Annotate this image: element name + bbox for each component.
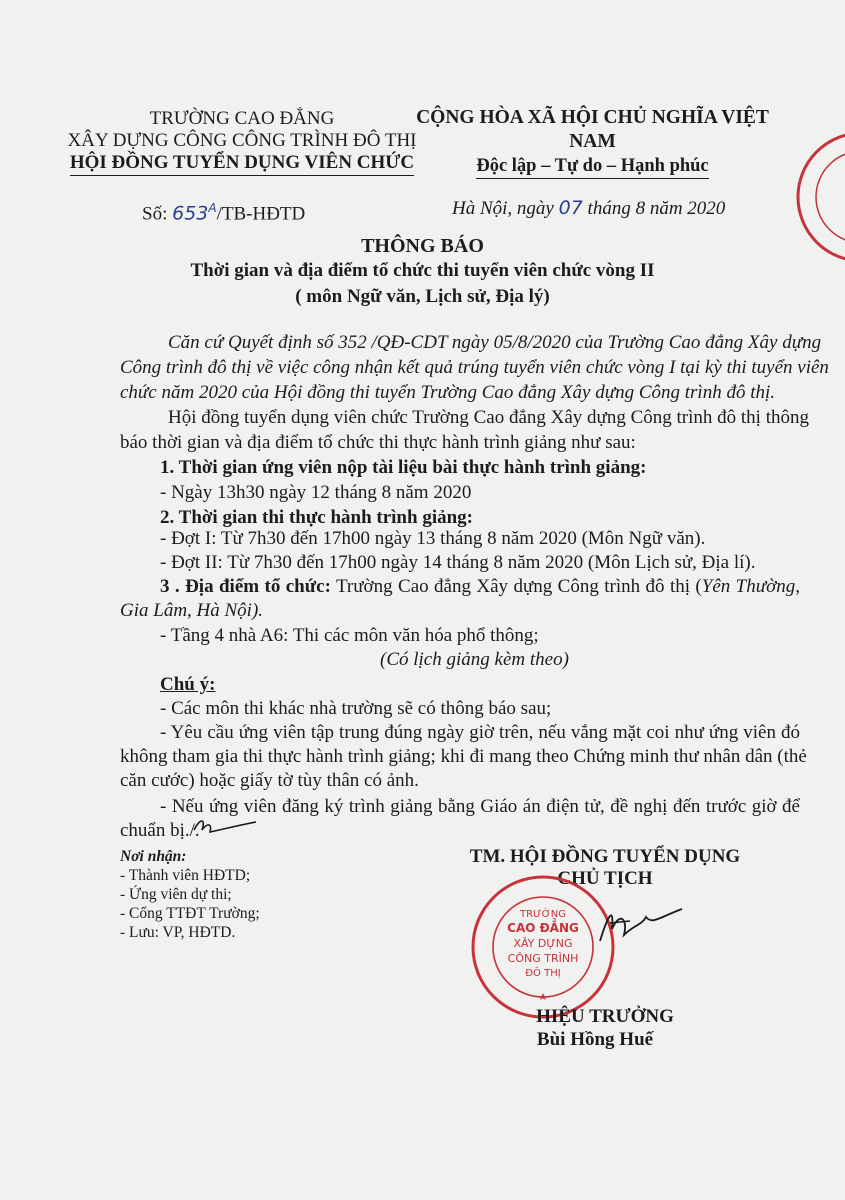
section-3-line-1 [160,575,800,599]
note-3-line-1: - Nếu ứng viên đăng ký trình giảng bằng Giáo án điện tử, đề nghị đến trước giờ để [160,796,800,817]
note-heading: Chú ý: [160,674,216,695]
signer-name: Bùi Hồng Huế [536,1029,654,1050]
basis-line-3: chức năm 2020 của Hội đồng thi tuyển Trường Cao đẳng Xây dựng Công trình đô thị. [120,382,776,403]
org-line1: TRƯỜNG CAO ĐẲNG [149,108,335,129]
doc-number-handwritten-sup: A [208,201,217,215]
seal-text: TRƯỜNG [520,909,566,920]
note-2-line-1: - Yêu cầu ứng viên tập trung đúng ngày giờ trên, nếu vắng mặt coi như ứng viên đó [160,722,800,743]
seal-text: XÂY DỰNG [513,937,573,950]
org-line3: HỘI ĐỒNG TUYỂN DỤNG VIÊN CHỨC [70,152,414,176]
signer-title: HIỆU TRƯỞNG [536,1006,674,1027]
section-1-heading: 1. Thời gian ứng viên nộp tài liệu bài thực hành trình giảng: [160,457,647,478]
section-2-item-1: - Đợt I: Từ 7h30 đến 17h00 ngày 13 tháng 8 năm 2020 (Môn Ngữ văn). [160,528,706,549]
doc-number-prefix: Số: [142,203,168,225]
note-3-line-2: chuẩn bị./. [120,820,200,841]
section-1-item: - Ngày 13h30 ngày 12 tháng 8 năm 2020 [160,482,472,503]
section-2-item-2: - Đợt II: Từ 7h30 đến 17h00 ngày 14 tháng 8 năm 2020 (Môn Lịch sử, Địa lí). [160,552,756,573]
intro-line-1: Hội đồng tuyển dụng viên chức Trường Cao đẳng Xây dựng Công trình đô thị thông [168,407,809,428]
doc-number-suffix: /TB-HĐTD [216,203,306,225]
note-2-line-2: không tham gia thi thực hành trình giảng; khi đi mang theo Chứng minh thư nhân dân (thẻ [120,746,807,767]
partial-seal-edge [790,125,845,275]
section-2-heading: 2. Thời gian thi thực hành trình giảng: [160,507,473,528]
recipients-heading: Nơi nhận: [120,848,187,865]
recipient-item: - Ứng viên dự thi; [120,886,232,903]
recipient-item: - Thành viên HĐTD; [120,867,251,884]
recipient-item: - Lưu: VP, HĐTD. [120,924,236,941]
basis-line-2: Công trình đô thị về việc công nhận kết quả trúng tuyển viên chức vòng I tại kỳ thi tuyển viên [120,357,829,378]
date-line [452,196,725,221]
org-header [62,108,422,176]
national-title: CỘNG HÒA XÃ HỘI CHỦ NGHĨA VIỆT NAM [416,107,769,152]
section-3-location-2: Gia Lâm, Hà Nội). [120,600,264,621]
doc-subtitle-2: ( môn Ngữ văn, Lịch sử, Địa lý) [295,286,550,307]
section-3-text: Trường Cao đẳng Xây dựng Công trình đô thị ( [330,576,702,597]
section-3-location-1: Yên Thường, [701,576,800,597]
doc-number-handwritten: 653 [172,202,209,225]
doc-number [142,196,305,226]
recipients [120,847,260,942]
note-1: - Các môn thi khác nhà trường sẽ có thông báo sau; [160,698,552,719]
national-motto: Độc lập – Tự do – Hạnh phúc [476,154,708,179]
section-3-item: - Tầng 4 nhà A6: Thi các môn văn hóa phổ thông; [160,625,539,646]
date-before: Hà Nội, ngày [452,198,554,219]
org-line2: XÂY DỰNG CÔNG CÔNG TRÌNH ĐÔ THỊ [67,130,417,151]
seal-text: CÔNG TRÌNH [507,952,579,965]
seal-text: CAO ĐẲNG [507,921,579,935]
note-2-line-3: căn cước) hoặc giấy tờ tùy thân có ảnh. [120,770,419,791]
signature-line-1: TM. HỘI ĐỒNG TUYỂN DỤNG [469,846,741,867]
seal-text: ĐÔ THỊ [525,968,561,979]
basis-line-1: Căn cứ Quyết định số 352 /QĐ-CDT ngày 05/8/2020 của Trường Cao đẳng Xây dựng [168,332,822,353]
section-3-note: (Có lịch giảng kèm theo) [380,649,569,670]
date-after: tháng 8 năm 2020 [587,198,726,219]
recipient-item: - Cổng TTĐT Trường; [120,905,260,922]
doc-title: THÔNG BÁO [361,235,484,257]
doc-subtitle-1: Thời gian và địa điểm tổ chức thi tuyển viên chức vòng II [190,260,655,281]
handwritten-signature [590,895,690,955]
intro-line-2: báo thời gian và địa điểm tổ chức thi thực hành trình giảng như sau: [120,432,636,453]
section-3-heading: 3 . Địa điểm tổ chức: [160,576,331,597]
national-header [395,106,790,179]
date-handwritten-day: 07 [558,197,583,219]
signature-line-2: CHỦ TỊCH [557,868,653,889]
initial-scribble [190,812,260,838]
